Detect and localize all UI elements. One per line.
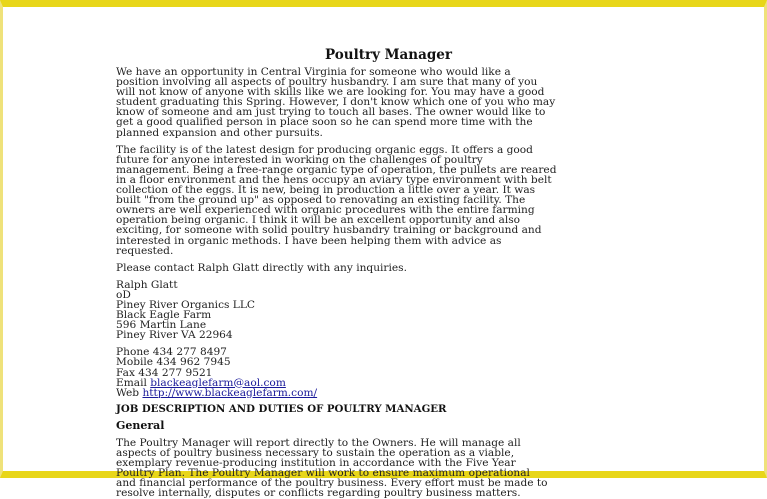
- text-line: planned expansion and other pursuits.: [116, 126, 323, 139]
- email-link[interactable]: blackeaglefarm@aol.com: [150, 376, 286, 389]
- text-line: in a floor environment and the hens occupy an aviary type environment with belt: [116, 173, 552, 186]
- web-line: [116, 388, 661, 398]
- text-line: management. Being a free-range organic type of operation, the pullets are reared: [116, 163, 557, 176]
- text-line: collection of the eggs. It is new, being in production a little over a year. It was: [116, 184, 536, 197]
- text-line: owners are well experienced with organic procedures with the entire farming: [116, 204, 535, 217]
- contact-title: oD: [116, 288, 131, 301]
- email-label: Email: [116, 376, 151, 389]
- text-line: The facility is of the latest design for producing organic eggs. It offers a good: [116, 143, 533, 156]
- document-page: [116, 47, 661, 499]
- farm-name: Black Eagle Farm: [116, 309, 212, 322]
- text-line: exciting, for someone with solid poultry husbandry training or background and: [116, 224, 542, 237]
- text-line: interested in organic methods. I have been helping them with advice as: [116, 234, 502, 247]
- intro-paragraph: [116, 67, 661, 138]
- text-line: get a good qualified person in place soon so he can spend more time with the: [116, 116, 533, 129]
- mobile-number: Mobile 434 962 7945: [116, 356, 231, 369]
- contact-note: Please contact Ralph Glatt directly with any inquiries.: [116, 261, 407, 274]
- contact-name: Ralph Glatt: [116, 278, 178, 291]
- fax-number: Fax 434 277 9521: [116, 366, 213, 379]
- address-block: [116, 280, 661, 341]
- text-line: operation being organic. I think it will be an excellent opportunity and also: [116, 214, 521, 227]
- company-name: Piney River Organics LLC: [116, 298, 255, 311]
- text-line: aspects of poultry business necessary to sustain the operation as a viable,: [116, 447, 515, 460]
- job-description-heading: JOB DESCRIPTION AND DUTIES OF POULTRY MANAGER: [116, 402, 447, 415]
- general-heading: General: [116, 418, 165, 432]
- text-line: built "from the ground up" as opposed to renovating an existing facility. The: [116, 194, 526, 207]
- general-paragraph: [116, 438, 661, 499]
- text-line: resolve internally, disputes or conflicts regarding poultry business matters.: [116, 487, 521, 499]
- web-link[interactable]: http://www.blackeaglefarm.com/: [142, 386, 318, 399]
- facility-paragraph: [116, 145, 661, 256]
- web-label: Web: [116, 386, 143, 399]
- text-line: Poultry Plan. The Poultry Manager will work to ensure maximum operational: [116, 467, 530, 480]
- text-line: The Poultry Manager will report directly to the Owners. He will manage all: [116, 437, 521, 449]
- text-line: know of someone and am just trying to touch all bases. The owner would like to: [116, 106, 546, 119]
- text-line: We have an opportunity in Central Virginia for someone who would like a: [116, 66, 511, 78]
- text-line: will not know of anyone with skills like we are looking for. You may have a good: [116, 86, 545, 99]
- phone-number: Phone 434 277 8497: [116, 346, 227, 359]
- text-line: position involving all aspects of poultry husbandry. I am sure that many of you: [116, 76, 538, 89]
- text-line: future for anyone interested in working on the challenges of poultry: [116, 153, 483, 166]
- street-address: 596 Martin Lane: [116, 319, 207, 332]
- city-address: Piney River VA 22964: [116, 329, 233, 342]
- text-line: and financial performance of the poultry business. Every effort must be made to: [116, 477, 548, 490]
- text-line: requested.: [116, 244, 174, 257]
- text-line: exemplary revenue-producing institution in accordance with the Five Year: [116, 457, 516, 470]
- document-title: Poultry Manager: [324, 47, 453, 63]
- contact-block: [116, 347, 661, 397]
- text-line: student graduating this Spring. However, I don't know which one of you who may: [116, 96, 556, 109]
